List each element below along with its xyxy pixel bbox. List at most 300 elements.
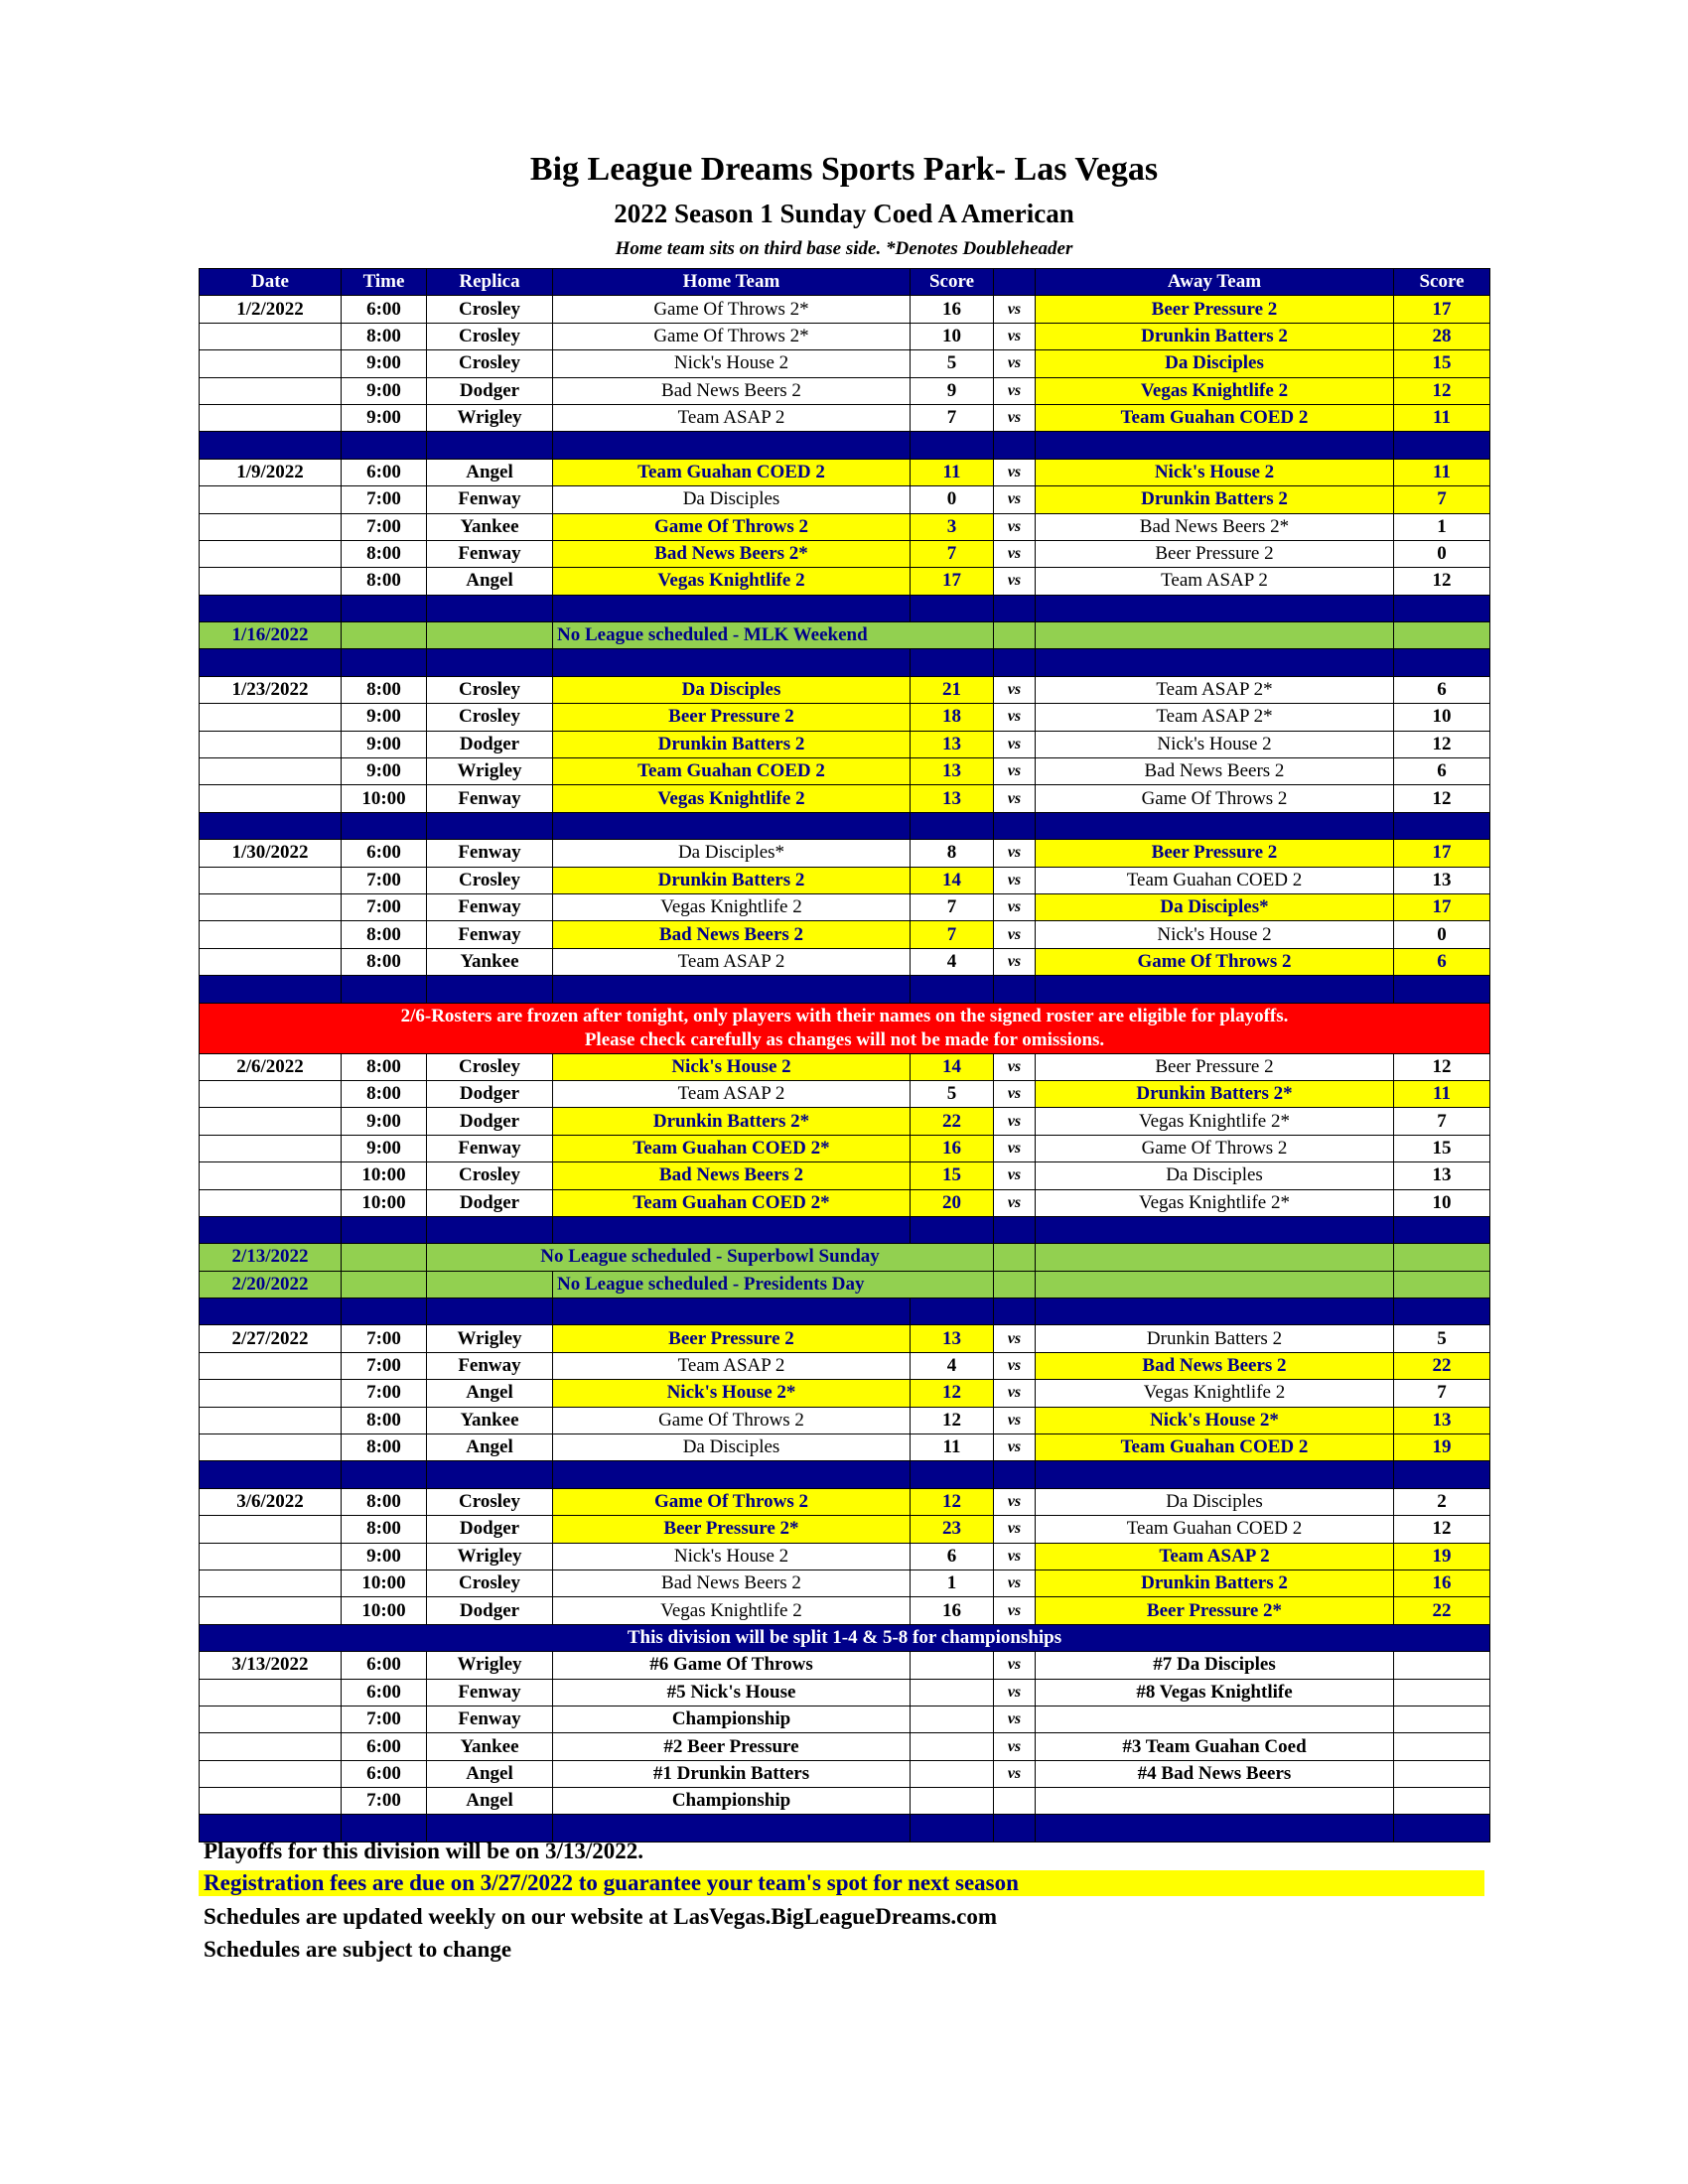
table-row — [200, 1543, 1490, 1570]
separator-cell — [1036, 432, 1394, 459]
header-row — [200, 269, 1490, 296]
home-team: Game Of Throws 2 — [553, 1407, 911, 1433]
week-separator — [200, 1298, 1490, 1325]
separator-cell — [911, 649, 994, 676]
game-time: 6:00 — [342, 840, 427, 867]
home-score: 4 — [911, 1352, 994, 1379]
home-team: Team Guahan COED 2* — [553, 1135, 911, 1161]
away-team: Beer Pressure 2 — [1036, 296, 1394, 323]
vs-label: vs — [994, 1189, 1036, 1216]
away-team: Drunkin Batters 2 — [1036, 323, 1394, 349]
game-field: Fenway — [427, 785, 553, 812]
game-field: Crosley — [427, 1488, 553, 1515]
away-team: Nick's House 2 — [1036, 921, 1394, 948]
game-date — [200, 1407, 342, 1433]
game-date: 1/30/2022 — [200, 840, 342, 867]
empty-cell — [427, 1271, 553, 1297]
away-score: 12 — [1394, 785, 1490, 812]
away-team: Vegas Knightlife 2* — [1036, 1189, 1394, 1216]
game-date — [200, 1108, 342, 1135]
away-score: 10 — [1394, 704, 1490, 731]
separator-cell — [553, 976, 911, 1003]
separator-cell — [342, 649, 427, 676]
game-time: 8:00 — [342, 1053, 427, 1080]
roster-freeze-notice — [200, 1003, 1490, 1053]
away-team: Vegas Knightlife 2 — [1036, 377, 1394, 404]
home-score: 14 — [911, 867, 994, 893]
away-score — [1394, 1679, 1490, 1706]
vs-label: vs — [994, 1733, 1036, 1760]
game-field: Fenway — [427, 486, 553, 513]
away-team: Vegas Knightlife 2 — [1036, 1380, 1394, 1407]
game-field: Angel — [427, 1788, 553, 1815]
away-score: 13 — [1394, 1407, 1490, 1433]
home-team: Vegas Knightlife 2 — [553, 785, 911, 812]
game-time: 8:00 — [342, 1407, 427, 1433]
table-row — [200, 867, 1490, 893]
empty-cell — [994, 1271, 1036, 1297]
away-score: 11 — [1394, 404, 1490, 431]
home-team: Team Guahan COED 2 — [553, 459, 911, 485]
game-time: 10:00 — [342, 785, 427, 812]
home-team: Nick's House 2 — [553, 1053, 911, 1080]
change-note: Schedules are subject to change — [204, 1937, 512, 1962]
playoff-row — [200, 1679, 1490, 1706]
separator-cell — [1036, 649, 1394, 676]
col-home-score: Score — [911, 269, 994, 296]
week-separator — [200, 432, 1490, 459]
vs-label: vs — [994, 377, 1036, 404]
game-date — [200, 893, 342, 920]
away-score: 5 — [1394, 1325, 1490, 1352]
vs-label: vs — [994, 785, 1036, 812]
vs-label: vs — [994, 404, 1036, 431]
game-date: 2/20/2022 — [200, 1271, 342, 1297]
game-time: 7:00 — [342, 893, 427, 920]
game-date — [200, 404, 342, 431]
home-score: 11 — [911, 459, 994, 485]
vs-label: vs — [994, 1760, 1036, 1787]
away-score: 7 — [1394, 486, 1490, 513]
separator-cell — [427, 1298, 553, 1325]
away-score: 0 — [1394, 540, 1490, 567]
game-time: 6:00 — [342, 1652, 427, 1679]
table-row — [200, 323, 1490, 349]
home-score: 16 — [911, 1135, 994, 1161]
table-row — [200, 731, 1490, 757]
game-field: Dodger — [427, 731, 553, 757]
vs-label: vs — [994, 867, 1036, 893]
separator-cell — [1036, 1216, 1394, 1243]
no-league-row — [200, 1244, 1490, 1271]
home-score: 8 — [911, 840, 994, 867]
separator-cell — [427, 1461, 553, 1488]
separator-cell — [994, 649, 1036, 676]
game-time: 8:00 — [342, 568, 427, 595]
vs-label: vs — [994, 1108, 1036, 1135]
game-time: 9:00 — [342, 1135, 427, 1161]
game-date — [200, 1788, 342, 1815]
empty-cell — [1394, 622, 1490, 649]
home-score — [911, 1652, 994, 1679]
game-date — [200, 1679, 342, 1706]
table-row — [200, 704, 1490, 731]
playoff-row — [200, 1733, 1490, 1760]
separator-cell — [427, 649, 553, 676]
away-score: 12 — [1394, 377, 1490, 404]
away-team: Drunkin Batters 2 — [1036, 1570, 1394, 1596]
game-date — [200, 1162, 342, 1189]
game-date — [200, 568, 342, 595]
game-date — [200, 785, 342, 812]
vs-label: vs — [994, 840, 1036, 867]
away-team: Drunkin Batters 2 — [1036, 486, 1394, 513]
home-team: Vegas Knightlife 2 — [553, 893, 911, 920]
away-score: 11 — [1394, 1080, 1490, 1107]
empty-cell — [342, 622, 427, 649]
table-row — [200, 1380, 1490, 1407]
table-row — [200, 1570, 1490, 1596]
separator-cell — [427, 432, 553, 459]
schedule-table — [199, 268, 1490, 1843]
separator-cell — [911, 976, 994, 1003]
separator-cell — [994, 1461, 1036, 1488]
table-row — [200, 459, 1490, 485]
home-score — [911, 1679, 994, 1706]
game-date — [200, 486, 342, 513]
home-score: 7 — [911, 893, 994, 920]
page-subtitle: 2022 Season 1 Sunday Coed A American — [614, 199, 1074, 228]
roster-freeze-line1: 2/6-Rosters are frozen after tonight, only players with their names on the signed roster are eligible for playoffs. — [400, 1005, 1289, 1026]
game-time: 8:00 — [342, 540, 427, 567]
home-score: 12 — [911, 1407, 994, 1433]
table-row — [200, 1108, 1490, 1135]
vs-label: vs — [994, 1325, 1036, 1352]
game-date — [200, 704, 342, 731]
separator-cell — [1394, 1815, 1490, 1842]
empty-cell — [1394, 1244, 1490, 1271]
separator-cell — [342, 812, 427, 839]
separator-cell — [1394, 1461, 1490, 1488]
week-separator — [200, 976, 1490, 1003]
table-row — [200, 1080, 1490, 1107]
home-score: 5 — [911, 350, 994, 377]
week-separator — [200, 649, 1490, 676]
separator-cell — [553, 1298, 911, 1325]
home-team: #1 Drunkin Batters — [553, 1760, 911, 1787]
away-score: 2 — [1394, 1488, 1490, 1515]
separator-cell — [994, 1815, 1036, 1842]
vs-label: vs — [994, 921, 1036, 948]
home-team: Nick's House 2 — [553, 1543, 911, 1570]
away-team: Da Disciples — [1036, 1488, 1394, 1515]
game-time: 8:00 — [342, 948, 427, 975]
vs-label: vs — [994, 1380, 1036, 1407]
away-team: Team Guahan COED 2 — [1036, 404, 1394, 431]
table-row — [200, 1135, 1490, 1161]
vs-label: vs — [994, 1434, 1036, 1461]
game-time: 10:00 — [342, 1189, 427, 1216]
separator-cell — [200, 976, 342, 1003]
away-team: Vegas Knightlife 2* — [1036, 1108, 1394, 1135]
game-date — [200, 867, 342, 893]
vs-label: vs — [994, 1053, 1036, 1080]
separator-cell — [200, 1461, 342, 1488]
home-team: Da Disciples — [553, 676, 911, 703]
playoff-date-note: Playoffs for this division will be on 3/13/2022. — [204, 1839, 644, 1863]
separator-cell — [1394, 595, 1490, 621]
separator-cell — [911, 595, 994, 621]
home-score: 13 — [911, 785, 994, 812]
game-time: 10:00 — [342, 1570, 427, 1596]
home-team: Game Of Throws 2* — [553, 296, 911, 323]
empty-cell — [427, 622, 553, 649]
game-field: Crosley — [427, 867, 553, 893]
game-field: Crosley — [427, 1162, 553, 1189]
table-row — [200, 1325, 1490, 1352]
vs-label: vs — [994, 540, 1036, 567]
vs-label: vs — [994, 1488, 1036, 1515]
separator-cell — [994, 812, 1036, 839]
game-time: 8:00 — [342, 676, 427, 703]
game-date — [200, 1135, 342, 1161]
vs-label: vs — [994, 1679, 1036, 1706]
separator-cell — [427, 1216, 553, 1243]
separator-cell — [1036, 1815, 1394, 1842]
game-date — [200, 1706, 342, 1732]
home-team: Team ASAP 2 — [553, 948, 911, 975]
home-score: 21 — [911, 676, 994, 703]
vs-label: vs — [994, 1352, 1036, 1379]
no-league-row — [200, 1271, 1490, 1297]
game-date: 1/9/2022 — [200, 459, 342, 485]
separator-cell — [1036, 1461, 1394, 1488]
away-team: Team ASAP 2* — [1036, 704, 1394, 731]
vs-label: vs — [994, 1543, 1036, 1570]
home-team: #5 Nick's House — [553, 1679, 911, 1706]
away-score: 12 — [1394, 568, 1490, 595]
game-field: Fenway — [427, 921, 553, 948]
vs-label — [994, 1788, 1036, 1815]
separator-cell — [200, 432, 342, 459]
game-date — [200, 1760, 342, 1787]
home-team: Team ASAP 2 — [553, 1352, 911, 1379]
separator-cell — [553, 649, 911, 676]
home-score: 1 — [911, 1570, 994, 1596]
home-team: Vegas Knightlife 2 — [553, 568, 911, 595]
game-date — [200, 758, 342, 785]
empty-cell — [1036, 1271, 1394, 1297]
game-time: 10:00 — [342, 1162, 427, 1189]
table-row — [200, 1407, 1490, 1433]
home-score: 10 — [911, 323, 994, 349]
game-field: Crosley — [427, 1053, 553, 1080]
vs-label: vs — [994, 1516, 1036, 1543]
home-team: Beer Pressure 2* — [553, 1516, 911, 1543]
game-date — [200, 731, 342, 757]
game-date — [200, 350, 342, 377]
vs-label: vs — [994, 1162, 1036, 1189]
game-field: Dodger — [427, 377, 553, 404]
away-score: 17 — [1394, 893, 1490, 920]
game-time: 8:00 — [342, 1488, 427, 1515]
game-time: 9:00 — [342, 704, 427, 731]
game-field: Wrigley — [427, 1652, 553, 1679]
game-time: 7:00 — [342, 1325, 427, 1352]
table-row — [200, 676, 1490, 703]
empty-cell — [342, 1244, 427, 1271]
game-field: Wrigley — [427, 1325, 553, 1352]
empty-cell — [994, 1244, 1036, 1271]
separator-cell — [1394, 976, 1490, 1003]
away-team: Beer Pressure 2 — [1036, 540, 1394, 567]
empty-cell — [342, 1271, 427, 1297]
separator-cell — [553, 432, 911, 459]
away-team: Game Of Throws 2 — [1036, 1135, 1394, 1161]
game-date: 1/16/2022 — [200, 622, 342, 649]
vs-label: vs — [994, 486, 1036, 513]
table-row — [200, 568, 1490, 595]
game-field: Wrigley — [427, 758, 553, 785]
game-field: Dodger — [427, 1108, 553, 1135]
banner-text: This division will be split 1-4 & 5-8 for championships — [200, 1624, 1490, 1651]
game-time: 7:00 — [342, 1380, 427, 1407]
table-row — [200, 350, 1490, 377]
week-separator — [200, 1461, 1490, 1488]
home-team: Vegas Knightlife 2 — [553, 1597, 911, 1624]
home-score: 0 — [911, 486, 994, 513]
home-team: #2 Beer Pressure — [553, 1733, 911, 1760]
away-score: 6 — [1394, 676, 1490, 703]
game-date — [200, 1570, 342, 1596]
away-score — [1394, 1788, 1490, 1815]
away-score: 6 — [1394, 948, 1490, 975]
away-score — [1394, 1652, 1490, 1679]
separator-cell — [994, 432, 1036, 459]
separator-cell — [1036, 1298, 1394, 1325]
game-field: Fenway — [427, 840, 553, 867]
vs-label: vs — [994, 704, 1036, 731]
home-score: 4 — [911, 948, 994, 975]
game-date — [200, 377, 342, 404]
vs-label: vs — [994, 1570, 1036, 1596]
game-field: Angel — [427, 459, 553, 485]
table-row — [200, 921, 1490, 948]
home-score — [911, 1733, 994, 1760]
away-score: 17 — [1394, 840, 1490, 867]
home-score: 7 — [911, 404, 994, 431]
table-row — [200, 1488, 1490, 1515]
separator-cell — [553, 1216, 911, 1243]
home-score: 13 — [911, 1325, 994, 1352]
away-score: 10 — [1394, 1189, 1490, 1216]
separator-cell — [427, 976, 553, 1003]
game-field: Fenway — [427, 540, 553, 567]
game-field: Crosley — [427, 676, 553, 703]
home-score: 13 — [911, 758, 994, 785]
game-field: Fenway — [427, 1352, 553, 1379]
away-team: Drunkin Batters 2 — [1036, 1325, 1394, 1352]
no-league-note: No League scheduled - Presidents Day — [553, 1271, 994, 1297]
away-team: Game Of Throws 2 — [1036, 948, 1394, 975]
game-time: 9:00 — [342, 758, 427, 785]
away-score: 17 — [1394, 296, 1490, 323]
game-field: Yankee — [427, 513, 553, 540]
playoff-row — [200, 1788, 1490, 1815]
away-team: #4 Bad News Beers — [1036, 1760, 1394, 1787]
separator-cell — [1036, 976, 1394, 1003]
vs-label: vs — [994, 948, 1036, 975]
table-row — [200, 785, 1490, 812]
separator-cell — [342, 976, 427, 1003]
game-field: Fenway — [427, 1706, 553, 1732]
separator-cell — [994, 976, 1036, 1003]
away-score: 6 — [1394, 758, 1490, 785]
game-date: 3/13/2022 — [200, 1652, 342, 1679]
home-score: 22 — [911, 1108, 994, 1135]
home-team: Game Of Throws 2 — [553, 1488, 911, 1515]
home-team: Bad News Beers 2 — [553, 921, 911, 948]
separator-cell — [553, 1461, 911, 1488]
home-score: 15 — [911, 1162, 994, 1189]
separator-cell — [342, 1216, 427, 1243]
col-date: Date — [200, 269, 342, 296]
home-score: 16 — [911, 296, 994, 323]
separator-cell — [553, 595, 911, 621]
table-row — [200, 1162, 1490, 1189]
home-team: Bad News Beers 2 — [553, 1570, 911, 1596]
empty-cell — [1394, 1271, 1490, 1297]
home-score: 17 — [911, 568, 994, 595]
separator-cell — [342, 595, 427, 621]
col-away-score: Score — [1394, 269, 1490, 296]
home-team: Team ASAP 2 — [553, 404, 911, 431]
away-score: 7 — [1394, 1380, 1490, 1407]
home-score: 7 — [911, 540, 994, 567]
empty-cell — [994, 622, 1036, 649]
week-separator — [200, 595, 1490, 621]
col-away-team: Away Team — [1036, 269, 1394, 296]
table-row — [200, 296, 1490, 323]
game-date — [200, 1352, 342, 1379]
vs-label: vs — [994, 758, 1036, 785]
game-field: Dodger — [427, 1189, 553, 1216]
no-league-row — [200, 622, 1490, 649]
separator-cell — [200, 595, 342, 621]
away-score — [1394, 1760, 1490, 1787]
away-score: 15 — [1394, 350, 1490, 377]
home-team: Drunkin Batters 2 — [553, 867, 911, 893]
separator-cell — [994, 1298, 1036, 1325]
away-team: Team ASAP 2* — [1036, 676, 1394, 703]
home-team: Drunkin Batters 2 — [553, 731, 911, 757]
separator-cell — [200, 1216, 342, 1243]
game-date — [200, 1380, 342, 1407]
game-time: 6:00 — [342, 1760, 427, 1787]
game-field: Yankee — [427, 948, 553, 975]
table-row — [200, 1053, 1490, 1080]
playoff-row — [200, 1706, 1490, 1732]
away-score: 22 — [1394, 1597, 1490, 1624]
vs-label: vs — [994, 731, 1036, 757]
separator-cell — [200, 812, 342, 839]
table-row — [200, 840, 1490, 867]
game-field: Wrigley — [427, 404, 553, 431]
home-team: Nick's House 2 — [553, 350, 911, 377]
col-home-team: Home Team — [553, 269, 911, 296]
home-team: Beer Pressure 2 — [553, 704, 911, 731]
home-score — [911, 1706, 994, 1732]
